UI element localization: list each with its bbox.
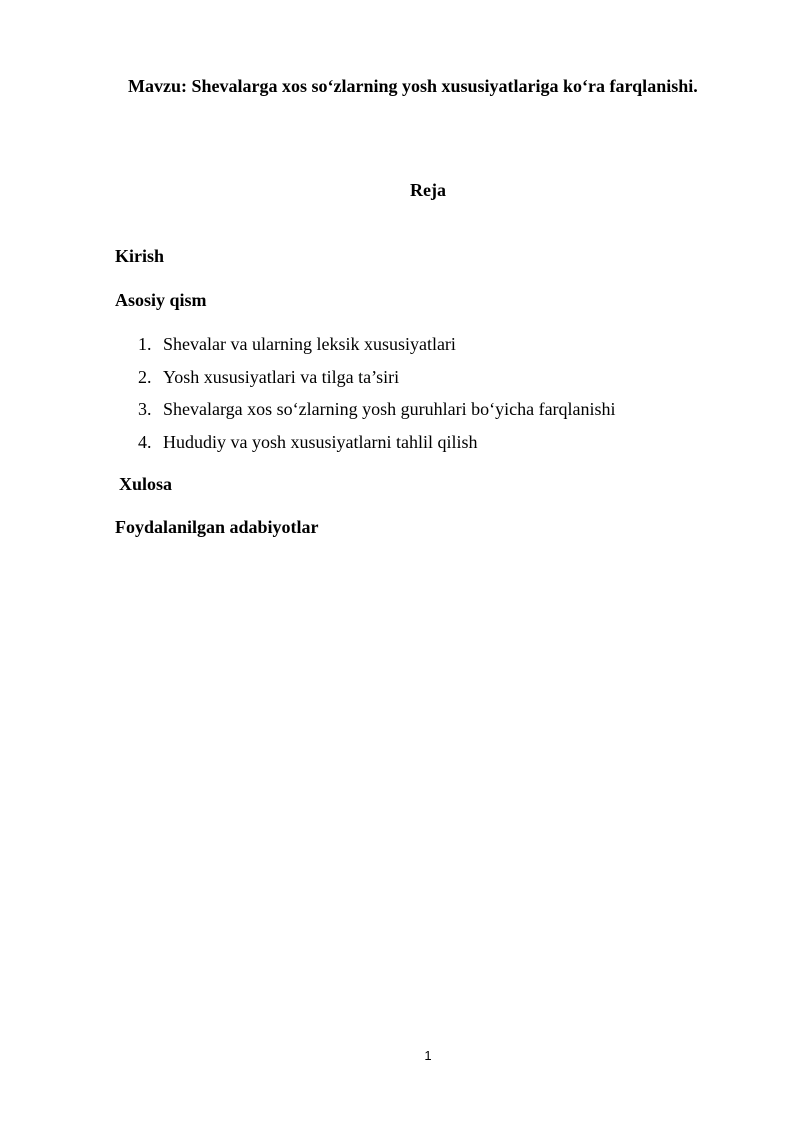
plan-item-text: Shevalarga xos so‘zlarning yosh guruhlari bo‘yicha farqlanishi	[163, 399, 616, 419]
plan-heading: Reja	[410, 180, 446, 200]
plan-item-number: 1.	[138, 334, 152, 354]
conclusion-heading: Xulosa	[119, 474, 173, 494]
plan-item-text: Yosh xususiyatlari va tilga ta’siri	[163, 366, 400, 387]
references-heading: Foydalanilgan adabiyotlar	[115, 517, 319, 537]
plan-item-text: Hududiy va yosh xususiyatlarni tahlil qilish	[163, 431, 478, 452]
plan-item	[138, 333, 616, 366]
plan-item-number: 3.	[138, 399, 152, 419]
plan-item-text: Shevalar va ularning leksik xususiyatlari	[163, 334, 456, 354]
plan-list	[138, 333, 616, 463]
plan-item	[138, 398, 616, 431]
plan-item	[138, 431, 616, 464]
introduction-heading: Kirish	[115, 246, 165, 266]
plan-item	[138, 366, 616, 399]
main-part-heading: Asosiy qism	[115, 290, 207, 310]
plan-item-number: 2.	[138, 366, 152, 387]
document-title: Mavzu: Shevalarga xos so‘zlarning yosh xususiyatlariga ko‘ra farqlanishi.	[128, 76, 698, 96]
page-number: 1	[424, 1048, 432, 1063]
plan-item-number: 4.	[138, 431, 152, 452]
